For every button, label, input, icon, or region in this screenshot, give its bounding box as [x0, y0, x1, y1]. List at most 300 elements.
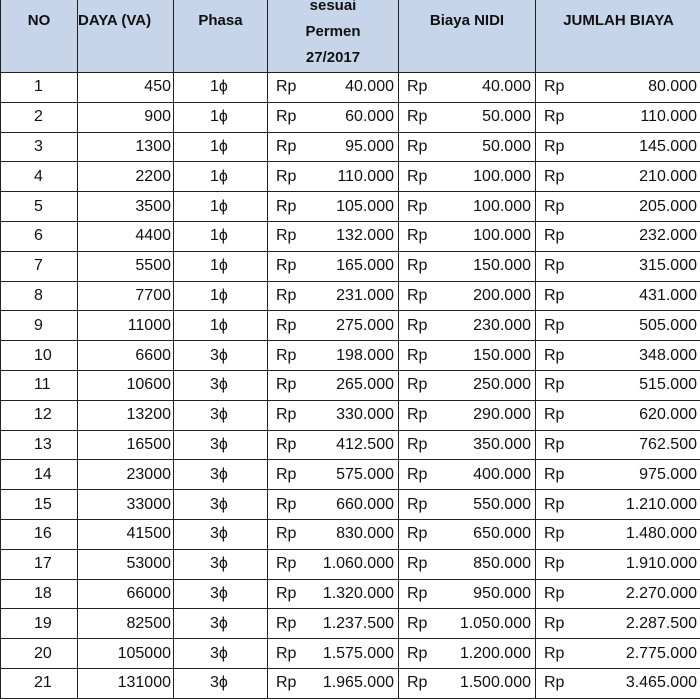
- currency-label: Rp: [544, 614, 565, 632]
- currency-label: Rp: [276, 167, 297, 185]
- nidi-value: 230.000: [473, 316, 531, 334]
- currency-label: Rp: [407, 495, 428, 513]
- cell-no: 6: [1, 221, 78, 251]
- nidi-value: 50.000: [482, 137, 531, 155]
- jumlah-value: 1.480.000: [625, 525, 697, 543]
- cell-jumlah: [536, 579, 700, 609]
- biaya-amount: [274, 674, 394, 692]
- cell-biaya: [268, 311, 399, 341]
- nidi-amount: [405, 347, 531, 365]
- biaya-value: 1.320.000: [322, 584, 394, 602]
- cell-nidi: [399, 221, 536, 251]
- nidi-value: 250.000: [473, 376, 531, 394]
- biaya-amount: [274, 108, 394, 126]
- jumlah-value: 232.000: [639, 227, 697, 245]
- cell-daya: 5500: [78, 251, 174, 281]
- biaya-amount: [274, 138, 394, 156]
- jumlah-value: 1.210.000: [625, 495, 697, 513]
- nidi-amount: [405, 674, 531, 692]
- jumlah-value: 80.000: [648, 78, 697, 96]
- table-body: [1, 73, 700, 699]
- cell-jumlah: [536, 102, 700, 132]
- table-row: [1, 549, 700, 579]
- cell-phasa: 3ϕ: [174, 668, 268, 698]
- cell-nidi: [399, 579, 536, 609]
- nidi-amount: [405, 257, 531, 275]
- jumlah-value: 2.287.500: [625, 614, 697, 632]
- cell-daya: 33000: [78, 490, 174, 520]
- currency-label: Rp: [276, 465, 297, 483]
- nidi-amount: [405, 317, 531, 335]
- biaya-amount: [274, 555, 394, 573]
- biaya-value: 1.575.000: [322, 644, 394, 662]
- currency-label: Rp: [544, 555, 565, 573]
- jumlah-amount: [542, 168, 697, 186]
- cell-biaya: [268, 281, 399, 311]
- biaya-amount: [274, 198, 394, 216]
- nidi-amount: [405, 585, 531, 603]
- cell-phasa: 3ϕ: [174, 370, 268, 400]
- cell-phasa: 1ϕ: [174, 221, 268, 251]
- jumlah-amount: [542, 525, 697, 543]
- jumlah-amount: [542, 257, 697, 275]
- cell-nidi: [399, 341, 536, 371]
- jumlah-amount: [542, 555, 697, 573]
- currency-label: Rp: [407, 227, 428, 245]
- cell-no: 2: [1, 102, 78, 132]
- cell-daya: 16500: [78, 430, 174, 460]
- jumlah-value: 2.270.000: [625, 584, 697, 602]
- cell-phasa: 3ϕ: [174, 639, 268, 669]
- currency-label: Rp: [407, 78, 428, 96]
- currency-label: Rp: [544, 108, 565, 126]
- cell-biaya: [268, 668, 399, 698]
- nidi-amount: [405, 466, 531, 484]
- cell-no: 17: [1, 549, 78, 579]
- table-row: [1, 430, 700, 460]
- biaya-value: 1.965.000: [322, 674, 394, 692]
- cell-nidi: [399, 400, 536, 430]
- biaya-amount: [274, 317, 394, 335]
- biaya-value: 132.000: [336, 227, 394, 245]
- nidi-amount: [405, 525, 531, 543]
- currency-label: Rp: [276, 406, 297, 424]
- biaya-amount: [274, 168, 394, 186]
- cell-no: 20: [1, 639, 78, 669]
- currency-label: Rp: [407, 137, 428, 155]
- cell-jumlah: [536, 281, 700, 311]
- cell-jumlah: [536, 221, 700, 251]
- jumlah-value: 762.500: [639, 435, 697, 453]
- cell-phasa: 3ϕ: [174, 460, 268, 490]
- biaya-value: 1.060.000: [322, 555, 394, 573]
- jumlah-amount: [542, 496, 697, 514]
- cell-no: 7: [1, 251, 78, 281]
- cell-phasa: 3ϕ: [174, 430, 268, 460]
- nidi-value: 350.000: [473, 435, 531, 453]
- header-jumlah: JUMLAH BIAYA: [536, 0, 700, 73]
- cell-no: 18: [1, 579, 78, 609]
- currency-label: Rp: [276, 614, 297, 632]
- header-daya: DAYA (VA): [78, 0, 174, 73]
- currency-label: Rp: [276, 555, 297, 573]
- cell-no: 21: [1, 668, 78, 698]
- cell-phasa: 1ϕ: [174, 192, 268, 222]
- cell-nidi: [399, 132, 536, 162]
- cell-nidi: [399, 490, 536, 520]
- currency-label: Rp: [544, 525, 565, 543]
- cell-no: 12: [1, 400, 78, 430]
- cell-no: 11: [1, 370, 78, 400]
- nidi-amount: [405, 168, 531, 186]
- currency-label: Rp: [544, 137, 565, 155]
- nidi-amount: [405, 496, 531, 514]
- currency-label: Rp: [407, 435, 428, 453]
- biaya-amount: [274, 406, 394, 424]
- currency-label: Rp: [407, 465, 428, 483]
- nidi-value: 1.200.000: [459, 644, 531, 662]
- cell-daya: 53000: [78, 549, 174, 579]
- cell-biaya: [268, 519, 399, 549]
- currency-label: Rp: [407, 167, 428, 185]
- currency-label: Rp: [544, 286, 565, 304]
- table-row: [1, 460, 700, 490]
- cell-jumlah: [536, 490, 700, 520]
- nidi-value: 400.000: [473, 465, 531, 483]
- currency-label: Rp: [276, 525, 297, 543]
- header-nidi: Biaya NIDI: [399, 0, 536, 73]
- currency-label: Rp: [407, 555, 428, 573]
- cell-no: 3: [1, 132, 78, 162]
- nidi-value: 850.000: [473, 555, 531, 573]
- jumlah-value: 431.000: [639, 286, 697, 304]
- table-row: [1, 311, 700, 341]
- jumlah-value: 1.910.000: [625, 555, 697, 573]
- cell-daya: 131000: [78, 668, 174, 698]
- cell-phasa: 3ϕ: [174, 490, 268, 520]
- nidi-value: 950.000: [473, 584, 531, 602]
- header-no: NO: [1, 0, 78, 73]
- table-row: [1, 579, 700, 609]
- cell-phasa: 3ϕ: [174, 579, 268, 609]
- nidi-amount: [405, 436, 531, 454]
- biaya-value: 95.000: [345, 137, 394, 155]
- currency-label: Rp: [276, 316, 297, 334]
- nidi-amount: [405, 227, 531, 245]
- currency-label: Rp: [544, 376, 565, 394]
- table-row: [1, 73, 700, 103]
- table-row: [1, 609, 700, 639]
- jumlah-value: 110.000: [640, 108, 697, 126]
- biaya-amount: [274, 585, 394, 603]
- cell-phasa: 1ϕ: [174, 162, 268, 192]
- table-row: [1, 251, 700, 281]
- cell-phasa: 1ϕ: [174, 73, 268, 103]
- currency-label: Rp: [544, 78, 565, 96]
- cell-phasa: 1ϕ: [174, 251, 268, 281]
- currency-label: Rp: [407, 584, 428, 602]
- cell-biaya: [268, 221, 399, 251]
- currency-label: Rp: [276, 227, 297, 245]
- cell-nidi: [399, 251, 536, 281]
- cell-jumlah: [536, 192, 700, 222]
- cell-biaya: [268, 102, 399, 132]
- biaya-value: 165.000: [336, 257, 394, 275]
- biaya-value: 105.000: [336, 197, 394, 215]
- table-row: [1, 132, 700, 162]
- cell-no: 14: [1, 460, 78, 490]
- nidi-amount: [405, 108, 531, 126]
- jumlah-amount: [542, 108, 697, 126]
- nidi-value: 290.000: [473, 406, 531, 424]
- cell-jumlah: [536, 370, 700, 400]
- nidi-value: 100.000: [473, 167, 531, 185]
- cell-no: 13: [1, 430, 78, 460]
- biaya-amount: [274, 436, 394, 454]
- jumlah-value: 315.000: [639, 257, 697, 275]
- jumlah-amount: [542, 317, 697, 335]
- cell-phasa: 3ϕ: [174, 400, 268, 430]
- currency-label: Rp: [407, 286, 428, 304]
- cell-nidi: [399, 430, 536, 460]
- cell-jumlah: [536, 400, 700, 430]
- biaya-amount: [274, 78, 394, 96]
- biaya-value: 1.237.500: [322, 614, 394, 632]
- biaya-value: 265.000: [336, 376, 394, 394]
- cell-nidi: [399, 370, 536, 400]
- biaya-amount: [274, 257, 394, 275]
- biaya-value: 275.000: [336, 316, 394, 334]
- header-biaya-line3: 27/2017: [305, 49, 361, 66]
- jumlah-value: 505.000: [639, 316, 697, 334]
- nidi-value: 150.000: [473, 346, 531, 364]
- table-row: [1, 519, 700, 549]
- currency-label: Rp: [544, 465, 565, 483]
- jumlah-amount: [542, 376, 697, 394]
- currency-label: Rp: [544, 435, 565, 453]
- cell-biaya: [268, 341, 399, 371]
- nidi-amount: [405, 555, 531, 573]
- currency-label: Rp: [544, 495, 565, 513]
- cell-daya: 10600: [78, 370, 174, 400]
- biaya-amount: [274, 466, 394, 484]
- biaya-amount: [274, 287, 394, 305]
- cell-nidi: [399, 639, 536, 669]
- cell-phasa: 3ϕ: [174, 341, 268, 371]
- currency-label: Rp: [276, 257, 297, 275]
- currency-label: Rp: [544, 346, 565, 364]
- biaya-amount: [274, 376, 394, 394]
- biaya-amount: [274, 525, 394, 543]
- cell-daya: 2200: [78, 162, 174, 192]
- cell-phasa: 1ϕ: [174, 311, 268, 341]
- currency-label: Rp: [544, 227, 565, 245]
- nidi-value: 50.000: [482, 108, 531, 126]
- cell-biaya: [268, 73, 399, 103]
- currency-label: Rp: [276, 286, 297, 304]
- currency-label: Rp: [276, 137, 297, 155]
- biaya-value: 198.000: [336, 346, 394, 364]
- cell-biaya: [268, 370, 399, 400]
- currency-label: Rp: [407, 674, 428, 692]
- currency-label: Rp: [407, 108, 428, 126]
- nidi-value: 650.000: [473, 525, 531, 543]
- cell-nidi: [399, 281, 536, 311]
- currency-label: Rp: [407, 406, 428, 424]
- jumlah-amount: [542, 674, 697, 692]
- cell-jumlah: [536, 73, 700, 103]
- table-row: [1, 281, 700, 311]
- currency-label: Rp: [544, 167, 565, 185]
- cell-biaya: [268, 549, 399, 579]
- biaya-value: 110.000: [337, 167, 394, 185]
- nidi-value: 40.000: [482, 78, 531, 96]
- biaya-amount: [274, 227, 394, 245]
- nidi-value: 100.000: [473, 197, 531, 215]
- cell-nidi: [399, 668, 536, 698]
- jumlah-amount: [542, 227, 697, 245]
- cell-jumlah: [536, 341, 700, 371]
- cell-biaya: [268, 639, 399, 669]
- cell-biaya: [268, 430, 399, 460]
- cell-daya: 6600: [78, 341, 174, 371]
- table-row: [1, 370, 700, 400]
- biaya-amount: [274, 496, 394, 514]
- currency-label: Rp: [407, 257, 428, 275]
- jumlah-amount: [542, 436, 697, 454]
- cell-no: 10: [1, 341, 78, 371]
- biaya-amount: [274, 347, 394, 365]
- cell-phasa: 3ϕ: [174, 549, 268, 579]
- nidi-value: 550.000: [473, 495, 531, 513]
- table-row: [1, 341, 700, 371]
- biaya-value: 575.000: [336, 465, 394, 483]
- cell-daya: 4400: [78, 221, 174, 251]
- jumlah-amount: [542, 347, 697, 365]
- currency-label: Rp: [544, 316, 565, 334]
- jumlah-amount: [542, 287, 697, 305]
- cell-phasa: 3ϕ: [174, 609, 268, 639]
- cell-jumlah: [536, 162, 700, 192]
- header-biaya-line2: Permen: [305, 23, 361, 40]
- cell-no: 8: [1, 281, 78, 311]
- cell-biaya: [268, 132, 399, 162]
- nidi-amount: [405, 78, 531, 96]
- jumlah-amount: [542, 615, 697, 633]
- table-row: [1, 221, 700, 251]
- cell-jumlah: [536, 251, 700, 281]
- cell-biaya: [268, 609, 399, 639]
- cell-no: 15: [1, 490, 78, 520]
- cell-nidi: [399, 102, 536, 132]
- jumlah-value: 145.000: [639, 137, 697, 155]
- biaya-value: 60.000: [345, 108, 394, 126]
- nidi-value: 1.050.000: [459, 614, 531, 632]
- cell-phasa: 1ϕ: [174, 132, 268, 162]
- cell-biaya: [268, 251, 399, 281]
- nidi-amount: [405, 376, 531, 394]
- currency-label: Rp: [276, 674, 297, 692]
- cell-daya: 23000: [78, 460, 174, 490]
- currency-label: Rp: [544, 406, 565, 424]
- cell-biaya: [268, 400, 399, 430]
- biaya-value: 412.500: [336, 435, 394, 453]
- nidi-value: 100.000: [473, 227, 531, 245]
- cell-daya: 82500: [78, 609, 174, 639]
- currency-label: Rp: [544, 257, 565, 275]
- currency-label: Rp: [276, 197, 297, 215]
- nidi-amount: [405, 615, 531, 633]
- table-row: [1, 490, 700, 520]
- jumlah-value: 975.000: [639, 465, 697, 483]
- cell-nidi: [399, 73, 536, 103]
- cell-no: 4: [1, 162, 78, 192]
- cell-biaya: [268, 162, 399, 192]
- cell-no: 19: [1, 609, 78, 639]
- jumlah-amount: [542, 466, 697, 484]
- table-row: [1, 668, 700, 698]
- cell-jumlah: [536, 639, 700, 669]
- table-row: [1, 102, 700, 132]
- biaya-value: 231.000: [336, 286, 394, 304]
- cell-phasa: 1ϕ: [174, 102, 268, 132]
- cell-biaya: [268, 579, 399, 609]
- table-row: [1, 192, 700, 222]
- currency-label: Rp: [276, 644, 297, 662]
- currency-label: Rp: [544, 674, 565, 692]
- cell-daya: 41500: [78, 519, 174, 549]
- currency-label: Rp: [544, 197, 565, 215]
- cell-phasa: 3ϕ: [174, 519, 268, 549]
- jumlah-value: 3.465.000: [625, 674, 697, 692]
- cell-no: 5: [1, 192, 78, 222]
- currency-label: Rp: [407, 346, 428, 364]
- currency-label: Rp: [407, 525, 428, 543]
- currency-label: Rp: [276, 584, 297, 602]
- cell-jumlah: [536, 668, 700, 698]
- biaya-amount: [274, 645, 394, 663]
- cell-jumlah: [536, 549, 700, 579]
- nidi-amount: [405, 287, 531, 305]
- cell-daya: 7700: [78, 281, 174, 311]
- cell-nidi: [399, 192, 536, 222]
- cell-biaya: [268, 460, 399, 490]
- cell-nidi: [399, 460, 536, 490]
- jumlah-value: 620.000: [639, 406, 697, 424]
- cell-phasa: 1ϕ: [174, 281, 268, 311]
- cell-daya: 900: [78, 102, 174, 132]
- jumlah-amount: [542, 585, 697, 603]
- nidi-amount: [405, 198, 531, 216]
- biaya-value: 660.000: [336, 495, 394, 513]
- cell-nidi: [399, 162, 536, 192]
- jumlah-amount: [542, 198, 697, 216]
- nidi-amount: [405, 406, 531, 424]
- jumlah-amount: [542, 645, 697, 663]
- currency-label: Rp: [544, 644, 565, 662]
- header-biaya-permen: [268, 0, 399, 73]
- cell-jumlah: [536, 311, 700, 341]
- cell-no: 16: [1, 519, 78, 549]
- cell-jumlah: [536, 430, 700, 460]
- jumlah-value: 515.000: [639, 376, 697, 394]
- cell-jumlah: [536, 460, 700, 490]
- cell-nidi: [399, 609, 536, 639]
- cell-daya: 1300: [78, 132, 174, 162]
- nidi-amount: [405, 138, 531, 156]
- currency-label: Rp: [544, 584, 565, 602]
- table-row: [1, 639, 700, 669]
